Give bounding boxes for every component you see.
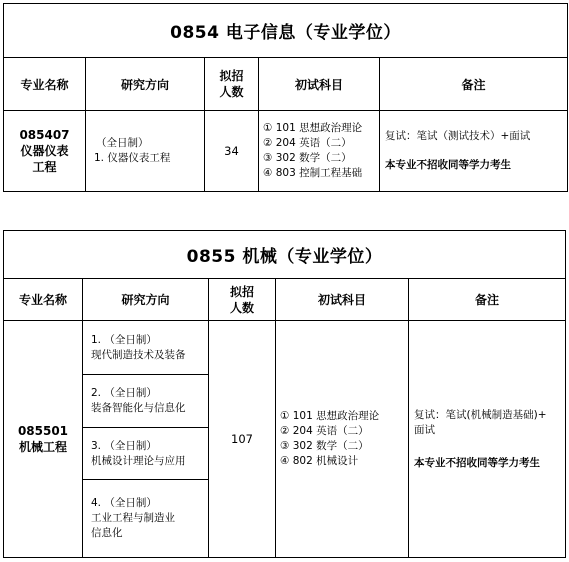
direction-cell: 3. （全日制） 机械设计理论与应用 — [83, 428, 209, 480]
table-title: 0854 电子信息（专业学位） — [4, 4, 568, 58]
major-name: 仪器仪表 — [20, 144, 69, 158]
header-major: 专业名称 — [4, 58, 86, 111]
header-note: 备注 — [380, 58, 568, 111]
exam-item: ③ 302 数学（二） — [280, 440, 369, 452]
header-enroll: 拟招 人数 — [205, 58, 259, 111]
table-title: 0855 机械（专业学位） — [4, 231, 566, 279]
table-0855 — [3, 230, 566, 558]
exam-list — [259, 111, 380, 192]
header-enroll: 拟招 人数 — [209, 279, 276, 321]
header-exam: 初试科目 — [259, 58, 380, 111]
direction-cell: 2. （全日制） 装备智能化与信息化 — [83, 375, 209, 428]
header-major: 专业名称 — [4, 279, 83, 321]
major-code: 085501 — [17, 424, 69, 438]
direction-cell: （全日制） 1. 仪器仪表工程 — [86, 111, 205, 192]
enroll-count: 107 — [209, 321, 276, 558]
direction-cell: 1. （全日制） 现代制造技术及装备 — [83, 321, 209, 375]
direction-cell: 4. （全日制） 工业工程与制造业 信息化 — [83, 480, 209, 558]
major-name: 机械工程 — [18, 440, 67, 454]
note-cell: 复试：笔试(机械制造基础)+ 面试 本专业不招收同等学力考生 — [409, 321, 566, 558]
exam-item: ② 204 英语（二） — [280, 425, 369, 437]
header-exam: 初试科目 — [276, 279, 409, 321]
major-cell: 085407 仪器仪表 工程 — [4, 111, 86, 192]
major-code: 085407 — [19, 128, 70, 142]
note-restriction: 本专业不招收同等学力考生 — [385, 159, 511, 171]
exam-item: ① 101 思想政治理论 — [263, 122, 363, 134]
exam-list — [276, 321, 409, 558]
header-direction: 研究方向 — [83, 279, 209, 321]
exam-item: ④ 802 机械设计 — [280, 455, 359, 467]
note-restriction: 本专业不招收同等学力考生 — [414, 456, 540, 469]
major-cell — [4, 321, 83, 558]
exam-item: ④ 803 控制工程基础 — [263, 167, 363, 179]
table-0854 — [3, 3, 568, 192]
header-note: 备注 — [409, 279, 566, 321]
exam-item: ② 204 英语（二） — [263, 137, 352, 149]
exam-item: ① 101 思想政治理论 — [280, 410, 380, 422]
enroll-count: 34 — [205, 111, 259, 192]
header-direction: 研究方向 — [86, 58, 205, 111]
note-cell: 复试：笔试（测试技术）+面试 本专业不招收同等学力考生 — [380, 111, 568, 192]
exam-item: ③ 302 数学（二） — [263, 152, 352, 164]
